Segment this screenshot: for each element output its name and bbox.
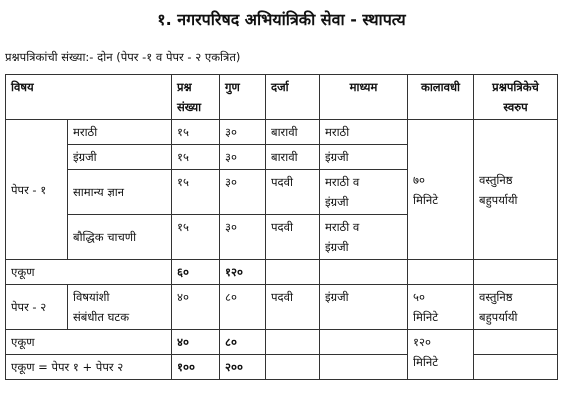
level-cell: बारावी: [266, 145, 320, 170]
medium-cell: [320, 120, 408, 145]
level-cell: पदवी: [266, 215, 320, 260]
marks-cell: ३०: [220, 215, 266, 260]
paper2-format-line2: बहुपर्यायी: [479, 310, 518, 324]
paper2-total-row: [6, 330, 558, 355]
level-cell: पदवी: [266, 285, 320, 330]
questions-cell: ४०: [172, 285, 220, 330]
header-marks: गुण: [220, 75, 266, 120]
medium-cell: इंग्रजी: [320, 285, 408, 330]
level-cell: पदवी: [266, 170, 320, 215]
header-format-line1: प्रश्नपत्रिकेचे: [492, 80, 539, 94]
header-questions-line2: संख्या: [177, 100, 202, 114]
total-label: एकूण: [6, 260, 172, 285]
marks-cell: ३०: [220, 145, 266, 170]
empty-cell: [474, 330, 558, 355]
paper2-duration-unit: मिनिटे: [413, 310, 439, 324]
subject-cell: इंग्रजी: [68, 145, 172, 170]
paper1-duration-value: ७०: [413, 172, 425, 187]
subject-cell: मराठी: [68, 120, 172, 145]
subject-line: विषयांशी: [73, 290, 110, 304]
empty-cell: [320, 260, 408, 285]
grand-total-row: [6, 355, 558, 380]
medium-line: मराठी व: [325, 220, 360, 234]
paper2-format: [474, 285, 558, 330]
paper2-duration-value: ५०: [413, 290, 425, 304]
empty-cell: [474, 260, 558, 285]
paper1-label: पेपर - १: [6, 120, 68, 260]
header-format-line2: स्वरुप: [503, 100, 528, 114]
marks-cell: ३०: [220, 120, 266, 145]
header-questions-line1: प्रश्न: [177, 80, 192, 94]
empty-cell: [266, 330, 320, 355]
header-duration: कालावधी: [408, 75, 474, 120]
medium-line: मराठी व: [325, 175, 360, 189]
header-row: [6, 75, 558, 120]
paper1-format-line1: वस्तुनिष्ठ: [479, 172, 513, 187]
header-questions: [172, 75, 220, 120]
total-marks: १२०: [220, 260, 266, 285]
grand-total-label: एकूण = पेपर १ + पेपर २: [6, 355, 172, 380]
table-row: [6, 120, 558, 145]
empty-cell: [408, 260, 474, 285]
total-marks: ८०: [220, 330, 266, 355]
paper1-duration: [408, 120, 474, 260]
questions-cell: १५: [172, 145, 220, 170]
paper-count-note: प्रश्नपत्रिकांची संख्या:- दोन (पेपर -१ व पेपर - २ एकत्रित): [5, 50, 241, 64]
paper2-label: पेपर - २: [6, 285, 68, 330]
questions-cell: १५: [172, 215, 220, 260]
header-subject-label: विषय: [11, 80, 34, 94]
grand-total-duration: [408, 330, 474, 380]
grand-total-marks: २००: [220, 355, 266, 380]
subject-cell: [68, 285, 172, 330]
subject-cell: सामान्य ज्ञान: [68, 170, 172, 215]
total-label: एकूण: [6, 330, 172, 355]
header-level: दर्जा: [266, 75, 320, 120]
subject-line: संबंधीत घटक: [73, 310, 130, 324]
level-cell: बारावी: [266, 120, 320, 145]
page-title: १. नगरपरिषद अभियांत्रिकी सेवा - स्थापत्य: [157, 10, 406, 29]
header-subject: [6, 75, 172, 120]
exam-scheme-table: [5, 74, 558, 380]
medium-line: इंग्रजी: [325, 240, 349, 254]
medium-line: इंग्रजी: [325, 150, 349, 164]
empty-cell: [266, 260, 320, 285]
marks-cell: ३०: [220, 170, 266, 215]
paper1-format: [474, 120, 558, 260]
grand-duration-value: १२०: [413, 335, 431, 349]
total-questions: ४०: [172, 330, 220, 355]
header-medium: माध्यम: [320, 75, 408, 120]
marks-cell: ८०: [220, 285, 266, 330]
grand-total-questions: १००: [172, 355, 220, 380]
table-row: [6, 285, 558, 330]
empty-cell: [320, 355, 408, 380]
empty-cell: [320, 330, 408, 355]
header-format: [474, 75, 558, 120]
medium-line: मराठी: [325, 125, 350, 139]
empty-cell: [474, 355, 558, 380]
grand-duration-unit: मिनिटे: [413, 355, 439, 369]
subject-cell: बौद्धिक चाचणी: [68, 215, 172, 260]
questions-cell: १५: [172, 170, 220, 215]
paper2-duration: [408, 285, 474, 330]
paper2-format-line1: वस्तुनिष्ठ: [479, 290, 513, 304]
total-questions: ६०: [172, 260, 220, 285]
questions-cell: १५: [172, 120, 220, 145]
medium-cell: [320, 145, 408, 170]
paper1-format-line2: बहुपर्यायी: [479, 192, 518, 207]
paper1-duration-unit: मिनिटे: [413, 192, 439, 207]
empty-cell: [266, 355, 320, 380]
paper1-total-row: [6, 260, 558, 285]
medium-line: इंग्रजी: [325, 195, 349, 209]
medium-cell: [320, 215, 408, 260]
medium-cell: [320, 170, 408, 215]
